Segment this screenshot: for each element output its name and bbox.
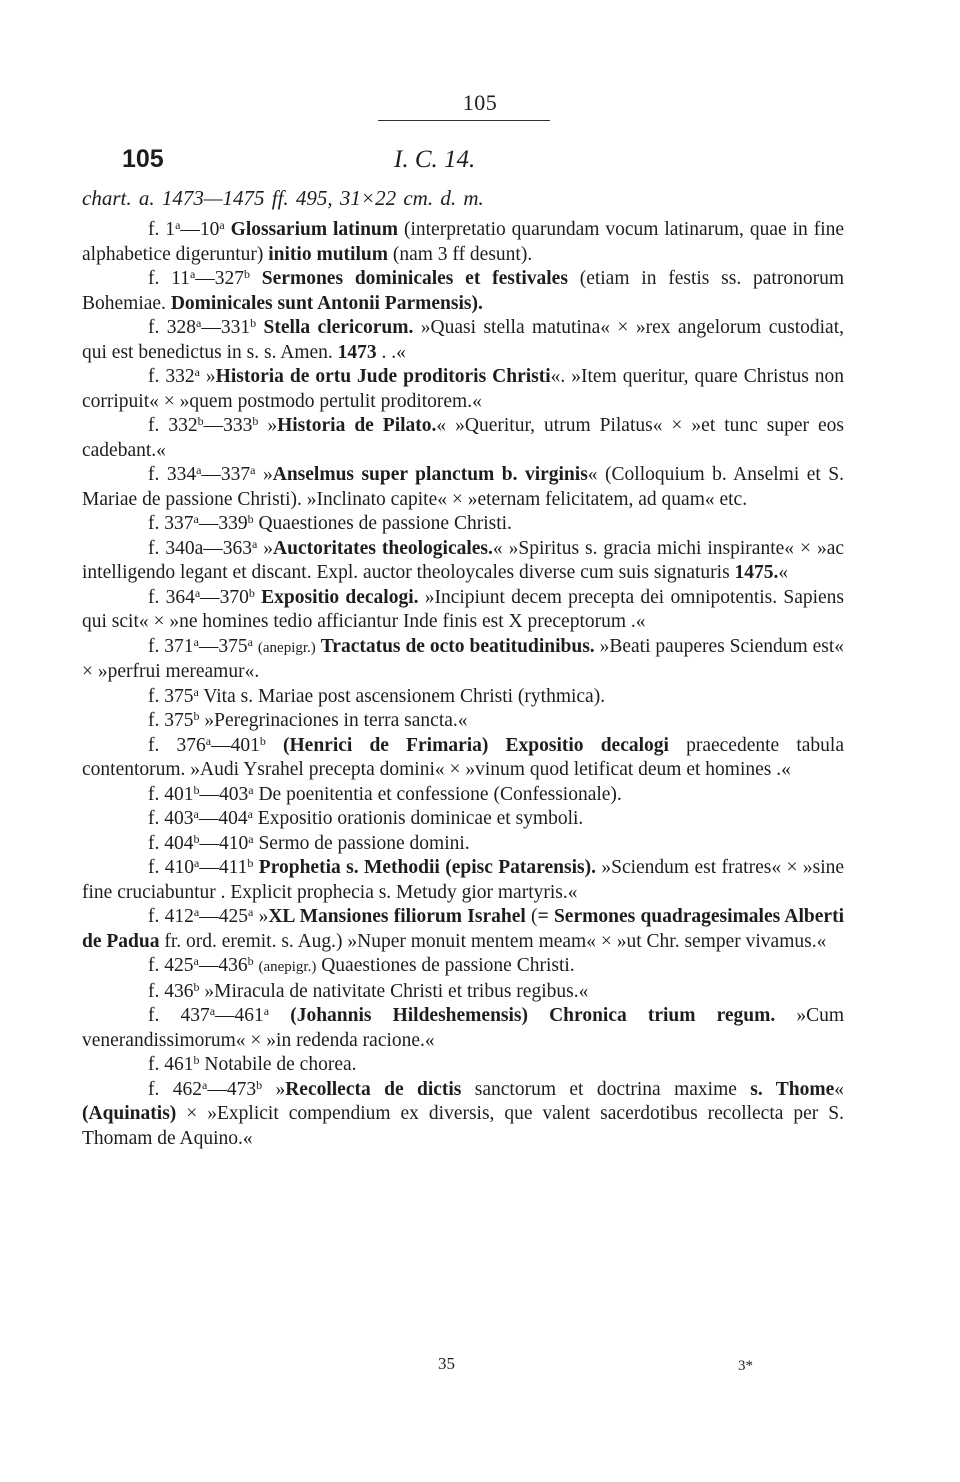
entry-text: « <box>834 1078 844 1100</box>
entry-text: fr. ord. eremit. s. Aug.) »Nuper monuit mentem meam« × »ut Chr. semper vivamus.« <box>159 930 827 952</box>
folio-superscript: a <box>193 905 200 919</box>
contents-entry <box>82 414 844 463</box>
contents-entry <box>82 512 844 537</box>
entry-text: f. 403 <box>148 808 194 829</box>
folio-superscript: b <box>259 733 266 748</box>
entry-text: f. 332 <box>148 415 198 436</box>
folio-superscript: a <box>263 1004 270 1018</box>
bold-title: Dominicales sunt Antonii Parmensis). <box>170 292 483 314</box>
folio-superscript: a <box>193 684 199 699</box>
folio-superscript: b <box>197 414 204 428</box>
folio-superscript: a <box>193 954 199 968</box>
folio-superscript: a <box>205 733 212 748</box>
entry-text: f. 332 <box>148 366 195 387</box>
entry-text: « (Colloquium b. Anselmi et S. Mariae de passione Christi). »Inclinato capite« × »eternam felicitatem, ad quam« etc. <box>82 464 845 510</box>
entry-text <box>250 268 262 289</box>
bold-title: Historia de Pilato. <box>277 415 437 436</box>
contents-entry <box>82 783 844 808</box>
entry-text: f. 1 <box>148 219 176 240</box>
entry-text: f. 425 <box>148 955 194 976</box>
entry-text: »Incipiunt decem precepta dei omnipotentis. Sapiens qui scit« × »ne homines tedio afficiantur Inde finis est X preceptorum .« <box>82 586 845 632</box>
entry-text: —436 <box>198 955 248 976</box>
entry-text: —331 <box>201 317 251 338</box>
contents-entry <box>82 734 844 783</box>
entry-text: f. 412 <box>148 906 194 927</box>
entry-text: f. 334 <box>148 464 197 485</box>
contents-entry <box>82 807 844 832</box>
entry-text: —401 <box>211 734 260 756</box>
entry-text: —10 <box>180 219 220 240</box>
entry-text: —410 <box>199 832 249 854</box>
entry-text: f. 371 <box>148 635 194 657</box>
entry-text: (nam 3 ff desunt). <box>387 243 533 265</box>
page-header-number: 105 <box>462 90 498 115</box>
entry-text: —337 <box>201 464 251 485</box>
contents-entry <box>82 1053 844 1078</box>
entry-text: —370 <box>200 586 249 608</box>
entry-text: » <box>257 537 274 559</box>
entry-text: × »Explicit compendium ex diversis, que valent sacerdotibus recollecta per S. Thomam de Aquino.« <box>82 1103 844 1149</box>
entry-text <box>266 735 283 756</box>
bold-title: = Sermones quadragesimales Alberti de Padua <box>82 906 844 952</box>
folio-superscript: a <box>194 365 200 379</box>
entry-text: f. 436 <box>148 980 194 1002</box>
entry-text: f. 376 <box>148 734 206 756</box>
bold-title: Prophetia s. Methodii (episc Patarensis). <box>258 857 596 878</box>
entry-text: f. 364 <box>148 586 195 608</box>
entry-text: —461 <box>215 1005 264 1026</box>
entry-text: f. 328 <box>148 317 197 338</box>
folio-superscript: b <box>193 709 200 723</box>
contents-entry <box>82 832 844 857</box>
entry-text: »Miracula de nativitate Christi et tribus regibus.« <box>199 980 589 1002</box>
entry-text: —425 <box>199 906 248 927</box>
entry-text: « »Queritur, utrum Pilatus« × »et tunc super eos cadebant.« <box>82 415 844 461</box>
contents-entry <box>82 586 844 635</box>
folio-superscript: b <box>193 1053 200 1067</box>
entry-text: f. 375 <box>148 685 194 707</box>
folio-superscript: a <box>248 831 254 846</box>
contents-entry <box>82 463 844 512</box>
bold-title: (Johannis Hildeshemensis) Chronica trium regum. <box>290 1005 776 1026</box>
entry-text: —411 <box>199 857 248 878</box>
entry-text: » <box>253 906 269 927</box>
folio-superscript: a <box>202 1077 208 1092</box>
entry-text: »Sciendum est fratres« × »sine fine cruciabuntur . Explicit prophecia s. Metudy gior martyris.« <box>82 857 845 903</box>
entry-text: —403 <box>199 783 249 805</box>
folio-superscript: a <box>196 316 202 330</box>
entry-text: » <box>199 366 216 387</box>
entry-text: f. 437 <box>148 1005 210 1026</box>
contents-list <box>82 218 844 1151</box>
folio-superscript: b <box>193 831 200 846</box>
entry-text: Notabile de chorea. <box>199 1054 357 1075</box>
entry-text: f. 401 <box>148 783 194 805</box>
contents-entry <box>82 954 844 980</box>
contents-entry <box>82 980 844 1005</box>
entry-text: »Cum venerandissimorum« × »in redenda racione.« <box>82 1005 845 1051</box>
folio-superscript: b <box>248 585 255 600</box>
bold-title: initio mutilum <box>268 243 388 265</box>
entry-text: —473 <box>207 1078 257 1100</box>
entry-text <box>269 1005 290 1026</box>
entry-text: f. 461 <box>148 1054 194 1075</box>
entry-text: f. 404 <box>148 832 194 854</box>
folio-superscript: b <box>193 782 200 797</box>
folio-superscript: a <box>193 807 199 821</box>
entry-text: Expositio orationis dominicae et symboli. <box>252 808 584 829</box>
bold-title: Sermones dominicales et festivales <box>261 268 568 289</box>
entry-text: » <box>262 1078 286 1100</box>
folio-superscript: a <box>196 463 202 477</box>
header-rule <box>378 120 550 121</box>
entry-text: f. 410 <box>148 857 195 878</box>
entry-text: —404 <box>198 808 248 829</box>
entry-number: 105 <box>122 145 164 173</box>
folio-superscript: a <box>247 807 253 821</box>
entry-text: « <box>778 562 789 583</box>
entry-text: De poenitentia et confessione (Confessionale). <box>253 783 622 805</box>
entry-text: —375 <box>198 635 248 657</box>
bold-title: Historia de ortu Jude proditoris Christi <box>215 366 551 387</box>
contents-entry <box>82 267 844 316</box>
bold-title: Tractatus de octo beatitudinibus. <box>320 635 595 657</box>
folio-superscript: b <box>252 414 259 428</box>
folio-superscript: a <box>247 905 254 919</box>
physical-description: chart. a. 1473—1475 ff. 495, 31×22 cm. d. m. <box>82 186 484 210</box>
folio-superscript: a <box>251 536 258 551</box>
contents-entry <box>82 218 844 267</box>
folio-superscript: b <box>247 856 254 870</box>
entry-text: sanctorum et doctrina maxime <box>461 1078 751 1100</box>
contents-entry <box>82 316 844 365</box>
contents-entry <box>82 635 844 685</box>
contents-entry <box>82 365 844 414</box>
folio-superscript: b <box>256 1077 263 1092</box>
folio-superscript: a <box>247 634 253 649</box>
folio-superscript: b <box>247 512 254 526</box>
entry-text: (etiam in festis ss. patronorum Bohemiae. <box>82 268 844 314</box>
entry-text: Vita s. Mariae post ascensionem Christi (rythmica). <box>198 685 606 707</box>
entry-text: » <box>258 415 278 436</box>
folio-superscript: a <box>193 512 199 526</box>
entry-text: . .« <box>376 341 406 363</box>
folio-superscript: b <box>193 979 200 994</box>
bold-title: 1473 <box>337 341 377 363</box>
contents-entry <box>82 537 844 586</box>
contents-entry <box>82 1078 844 1152</box>
folio-superscript: a <box>175 218 181 232</box>
bold-title: Stella clericorum. <box>263 317 414 338</box>
entry-text: ( <box>525 906 538 927</box>
folio-superscript: a <box>250 463 256 477</box>
entry-text: (interpretatio quarundam vocum latinarum, quae in fine alphabetice digeruntur) <box>82 219 845 265</box>
folio-superscript: a <box>193 634 199 649</box>
bold-title: Expositio decalogi. <box>261 586 419 608</box>
contents-entry <box>82 709 844 734</box>
entry-text: «. »Item queritur, quare Christus non corripuit« × »quem postmodo pertulit proditorem.« <box>82 366 845 412</box>
contents-entry <box>82 685 844 710</box>
entry-text: »Quasi stella matutina« × »rex angelorum custodiat, qui est benedictus in s. s. Amen. <box>82 317 844 363</box>
folio-superscript: a <box>248 782 254 797</box>
entry-text: « »Spiritus s. gracia michi inspirante« × »ac intelligendo legant et discant. Expl. auctor theoloycales diverse cum suis signaturis <box>82 537 845 583</box>
bold-title: 1475. <box>734 562 779 583</box>
entry-text: f. 340a—363 <box>148 537 252 559</box>
entry-text: Quaestiones de passione Christi. <box>253 513 512 534</box>
entry-text: praecedente tabula contentorum. »Audi Ysrahel precepta domini« × »vinum quod letificat deum et homines .« <box>82 734 844 780</box>
contents-entry <box>82 1004 844 1053</box>
bold-title: Auctoritates theologicales. <box>273 537 493 559</box>
entry-text: »Peregrinaciones in terra sancta.« <box>199 710 468 731</box>
entry-text: —333 <box>203 415 253 436</box>
entry-text: —327 <box>195 268 245 289</box>
entry-text: Quaestiones de passione Christi. <box>316 955 575 976</box>
entry-text: —339 <box>198 513 248 534</box>
footer-signature-mark: 3* <box>738 1358 753 1374</box>
bold-title: (Henrici de Frimaria) Expositio decalogi <box>283 734 669 756</box>
small-note: (anepigr.) <box>258 959 317 975</box>
bold-title: Recollecta de dictis <box>285 1078 462 1100</box>
contents-entry <box>82 856 844 905</box>
folio-superscript: a <box>194 585 201 600</box>
folio-superscript: a <box>209 1004 216 1018</box>
bold-title: Anselmus super planctum b. virginis <box>272 464 588 485</box>
footer-page-number: 35 <box>438 1354 455 1373</box>
bold-title: s. Thome <box>750 1078 835 1100</box>
folio-superscript: a <box>194 856 200 870</box>
folio-superscript: a <box>219 218 225 232</box>
folio-superscript: b <box>244 267 251 281</box>
entry-text: f. 462 <box>148 1078 202 1100</box>
shelf-signature: I. C. 14. <box>394 146 476 173</box>
bold-title: XL Mansiones filiorum Israhel <box>268 906 526 927</box>
folio-superscript: b <box>250 316 257 330</box>
contents-entry <box>82 905 844 954</box>
entry-text: »Beati pauperes Sciendum est« × »perfrui mereamur«. <box>82 635 844 682</box>
small-note: (anepigr.) <box>257 639 316 656</box>
bold-title: (Aquinatis) <box>82 1103 177 1124</box>
bold-title: Glossarium latinum <box>230 219 399 240</box>
entry-text: » <box>255 464 273 485</box>
entry-text: Sermo de passione domini. <box>253 832 470 854</box>
folio-superscript: b <box>247 954 254 968</box>
entry-text: f. 337 <box>148 513 194 534</box>
entry-text: f. 375 <box>148 710 194 731</box>
entry-text: f. 11 <box>148 268 190 289</box>
folio-superscript: a <box>189 267 196 281</box>
entry-text <box>256 317 263 338</box>
